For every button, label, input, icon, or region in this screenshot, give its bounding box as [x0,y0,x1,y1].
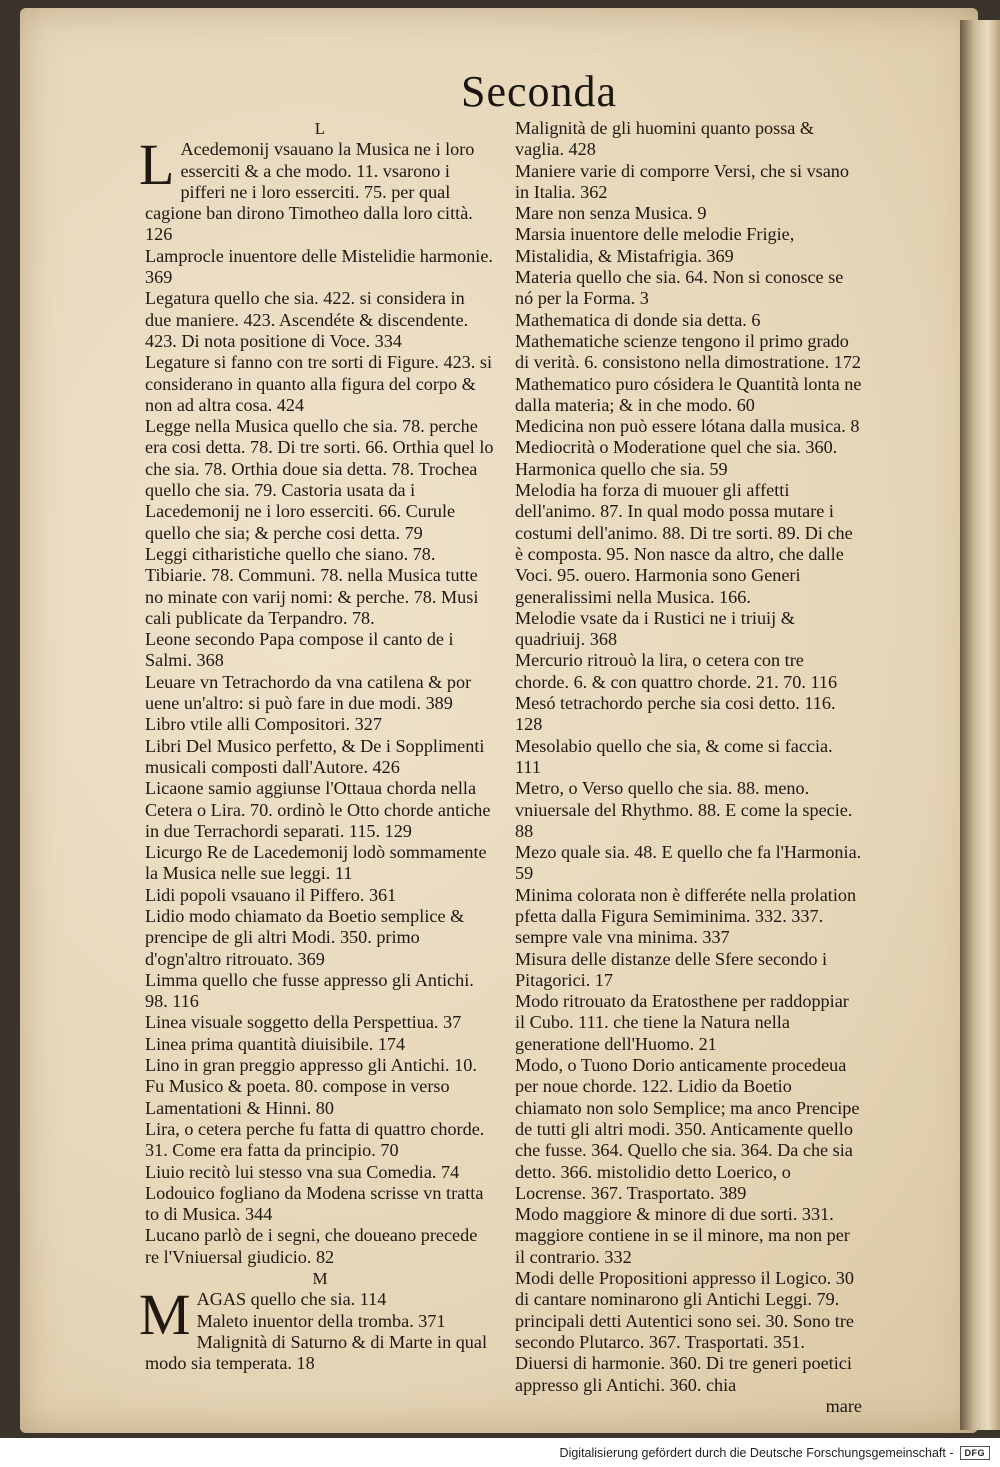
index-entry: Libri Del Musico perfetto, & De i Sopplimenti musicali composti dall'Autore. 426 [145,735,485,777]
right-column [515,118,862,1417]
index-entry: Mathematiche scienze tengono il primo grado di verità. 6. consistono nella dimostratione. 172 [515,330,862,373]
catchword: mare [825,1395,862,1416]
index-entry: Legatura quello che sia. 422. si considera in due maniere. 423. Ascendéte & discendente. 423. Di nota positione di Voce. 334 [145,288,469,351]
index-entry: Malignità di Saturno & di Marte in qual modo sia temperata. 18 [145,1331,488,1374]
index-entry: Marsia inuentore delle melodie Frigie, Mistalidia, & Mistafrigia. 369 [515,224,795,266]
index-entry: Leggi citharistiche quello che siano. 78. Tibiarie. 78. Communi. 78. nella Musica tutte no minate con varij nomi: & perche. 78. Musi cali publicate da Terpandro. 78. [145,543,479,628]
section-heading-l: L [314,119,326,138]
index-entry: Malignità de gli huomini quanto possa & vaglia. 428 [515,118,815,160]
dfg-logo: DFG [960,1446,991,1460]
index-entry: Mathematica di donde sia detta. 6 [515,309,761,330]
index-entry: Legature si fanno con tre sorti di Figure. 423. si considerano in quanto alla figura del corpo & non ad altra cosa. 424 [145,352,493,415]
index-entry: Licaone samio aggiunse l'Ottaua chorda nella Cetera o Lira. 70. ordinò le Otto chorde antiche in due Terrachordi separati. 115. 129 [145,778,491,841]
index-entry: Lidi popoli vsauano il Piffero. 361 [145,884,397,905]
digitization-footer [0,1438,1000,1467]
index-entry: Leuare vn Tetrachordo da vna catilena & por uene un'altro: si può fare in due modi. 389 [145,671,472,714]
index-entry: Linea visuale soggetto della Perspettiua. 37 [145,1012,462,1033]
index-entry: Medicina non può essere lótana dalla musica. 8 [515,416,860,437]
index-entry: Leone secondo Papa compose il canto de i Salmi. 368 [145,629,454,671]
index-entry: Mesolabio quello che sia, & come si faccia. 111 [515,735,833,777]
index-entry: Modo ritrouato da Eratosthene per raddoppiar il Cubo. 111. che tiene la Natura nella generatione dell'Huomo. 21 [515,991,849,1054]
book-spine-edge [960,20,1000,1430]
index-entry: MAGAS quello che sia. 114 [139,1282,387,1348]
index-entry: Legge nella Musica quello che sia. 78. perche era cosi detta. 78. Di tre sorti. 66. Orthia quel lo che sia. 78. Orthia doue sia detta. 78. Trochea quello che sia. 79. Castoria usata da i Lacedemonij ne i loro esserciti. 66. Curule quello che sia; & perche cosi detta. 79 [145,416,494,543]
index-entry: Mathematico puro cósidera le Quantità lonta ne dalla materia; & in che modo. 60 [515,373,862,415]
index-entry: Modi delle Propositioni appresso il Logico. 30 di cantare nominarono gli Antichi Leggi. 79. principali detti Autentici sono sei. 30. Sono tre secondo Plutarco. 367. Trasportati. 351. Diuersi di harmonie. 360. Di tre generi poetici appresso gli Antichi. 360. chia [515,1268,854,1395]
footer-text: Digitalisierung gefördert durch die Deutsche Forschungsgemeinschaft - [559,1445,954,1460]
header-word: Seconda [460,67,618,116]
index-entry: Lamprocle inuentore delle Mistelidie harmonie. 369 [145,245,493,288]
index-entry: Metro, o Verso quello che sia. 88. meno. vniuersale del Rhythmo. 88. E come la specie. 88 [515,778,853,841]
book-page [20,8,978,1433]
index-entry: Lodouico fogliano da Modena scrisse vn tratta to di Musica. 344 [145,1182,484,1225]
index-entry: Lidio modo chiamato da Boetio semplice & prencipe de gli altri Modi. 350. primo d'ogn'altro ritrouato. 369 [145,905,465,969]
index-entry: Melodia ha forza di muouer gli affetti dell'animo. 87. In qual modo possa mutare i costumi dell'animo. 88. Di tre sorti. 89. Di che è composta. 95. Non nasce da altro, che dalle Voci. 95. ouero. Harmonia sono Generi generalissimi nella Musica. 166. [515,480,853,607]
index-entry: L Acedemonij vsauano la Musica ne i loro esserciti & a che modo. 11. vsarono i pifferi ne i loro esserciti. 75. per qual cagione ban dirono Timotheo dalla loro città. 126 [139,132,475,245]
index-entry: Maniere varie di comporre Versi, che si vsano in Italia. 362 [515,160,849,202]
index-entry: Lira, o cetera perche fu fatta di quattro chorde. 31. Come era fatta da principio. 70 [145,1118,485,1161]
index-entry: Libro vtile alli Compositori. 327 [145,714,382,735]
index-entry: Lino in gran preggio appresso gli Antichi. 10. Fu Musico & poeta. 80. compose in verso Lamentationi & Hinni. 80 [145,1055,477,1118]
index-entry: Mercurio ritrouò la lira, o cetera con tre chorde. 6. & con quattro chorde. 21. 70. 116 [515,650,838,692]
left-column [139,118,495,1375]
index-entry: Liuio recitò lui stesso vna sua Comedia. 74 [145,1161,460,1182]
index-entry: Mediocrità o Moderatione quel che sia. 360. Harmonica quello che sia. 59 [515,437,838,479]
index-entry: Maleto inuentor della tromba. 371 [196,1310,446,1331]
section-heading-m: M [312,1269,328,1289]
index-entry: Melodie vsate da i Rustici ne i triuij & quadriuij. 368 [515,607,795,650]
dropcap-l: L [139,132,175,198]
index-entry: Modo maggiore & minore di due sorti. 331. maggiore contiene in se il minore, ma non per il contrario. 332 [515,1204,850,1267]
index-entry: Minima colorata non è differéte nella prolation pfetta dalla Figura Semiminima. 332. 337. sempre vale vna minima. 337 [515,884,857,948]
index-entry: Mesó tetrachordo perche sia cosi detto. 116. 128 [515,693,836,735]
index-entry: Mare non senza Musica. 9 [515,203,707,224]
index-entry: Licurgo Re de Lacedemonij lodò sommamente la Musica nelle sue leggi. 11 [145,842,487,884]
index-entry: Linea prima quantità diuisibile. 174 [145,1033,406,1054]
index-entry: Mezo quale sia. 48. E quello che fa l'Harmonia. 59 [515,842,862,884]
index-entry: Limma quello che fusse appresso gli Antichi. 98. 116 [145,969,474,1012]
dropcap-m: M [139,1282,191,1348]
index-entry: Materia quello che sia. 64. Non si conosce se nó per la Forma. 3 [515,267,844,309]
index-entry: Modo, o Tuono Dorio anticamente procedeua per noue chorde. 122. Lidio da Boetio chiamato non solo Semplice; ma anco Prencipe de tutti gli altri modi. 350. Anticamente quello che fusse. 364. Quello che sia. 364. Da che sia detto. 366. mistolidio detto Loerico, o Locrense. 367. Trasportato. 389 [515,1055,860,1203]
index-entry: Misura delle distanze delle Sfere secondo i Pitagorici. 17 [515,948,828,990]
page-header [20,66,978,117]
index-entry: Lucano parlò de i segni, che doueano precede re l'Vniuersal giudicio. 82 [145,1225,478,1267]
